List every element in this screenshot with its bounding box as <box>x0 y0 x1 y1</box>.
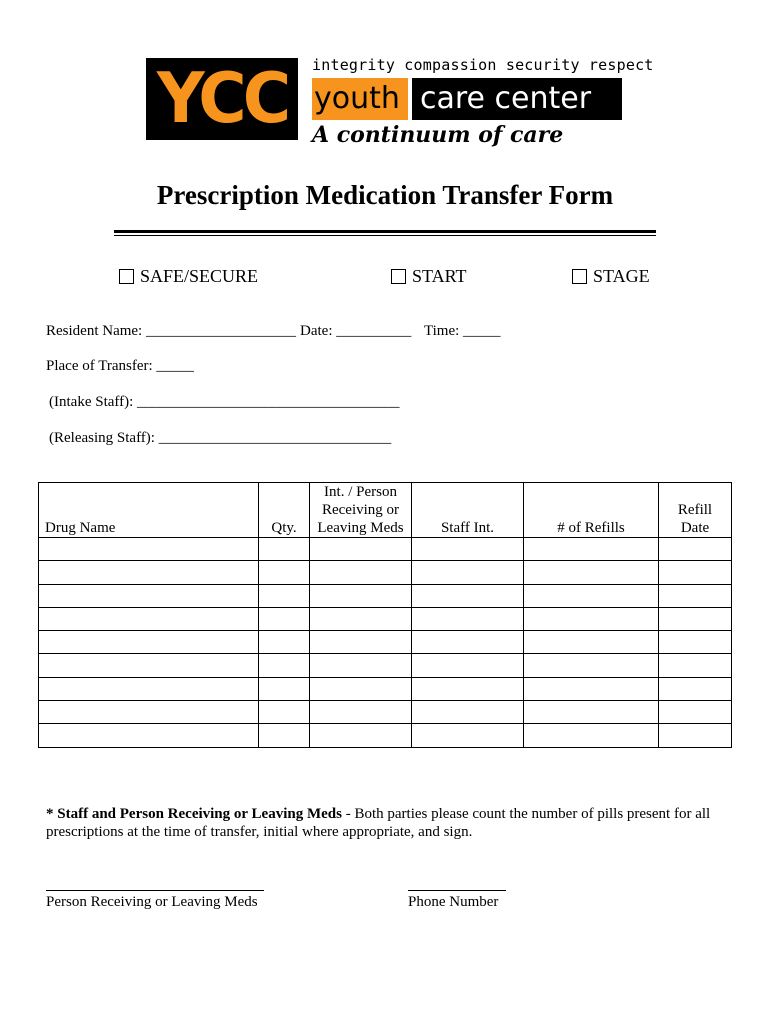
table-cell[interactable] <box>524 584 659 607</box>
resident-name-field[interactable]: Resident Name: ____________________ <box>46 323 296 339</box>
table-cell[interactable] <box>524 561 659 584</box>
table-cell[interactable] <box>412 607 524 630</box>
checkbox-start[interactable] <box>391 266 466 287</box>
table-cell[interactable] <box>310 607 412 630</box>
table-row <box>39 654 732 677</box>
table-row <box>39 584 732 607</box>
table-cell[interactable] <box>659 677 732 700</box>
col-header-refill-date: Refill Date <box>659 483 732 538</box>
table-cell[interactable] <box>412 654 524 677</box>
intake-staff-field[interactable]: (Intake Staff): ___________________________________ <box>49 394 400 410</box>
note-bold: * Staff and Person Receiving or Leaving Meds <box>46 806 342 822</box>
table-cell[interactable] <box>259 538 310 561</box>
table-cell[interactable] <box>39 607 259 630</box>
table-cell[interactable] <box>259 631 310 654</box>
table-cell[interactable] <box>39 631 259 654</box>
table-cell[interactable] <box>39 654 259 677</box>
logo-slogan: A continuum of care <box>312 122 564 148</box>
time-field[interactable]: Time: _____ <box>424 323 501 339</box>
checkbox-label: STAGE <box>593 266 650 286</box>
col-header-staff-int: Staff Int. <box>412 483 524 538</box>
checkbox-box[interactable] <box>391 269 406 284</box>
date-field[interactable]: Date: __________ <box>300 323 412 339</box>
table-cell[interactable] <box>412 677 524 700</box>
table-row <box>39 701 732 724</box>
table-cell[interactable] <box>659 631 732 654</box>
place-of-transfer-field[interactable]: Place of Transfer: _____ <box>46 358 194 374</box>
signature-label-person: Person Receiving or Leaving Meds <box>46 894 258 910</box>
table-cell[interactable] <box>259 584 310 607</box>
table-cell[interactable] <box>259 724 310 747</box>
table-cell[interactable] <box>659 654 732 677</box>
table-cell[interactable] <box>412 538 524 561</box>
table-cell[interactable] <box>310 584 412 607</box>
table-cell[interactable] <box>412 584 524 607</box>
table-cell[interactable] <box>259 677 310 700</box>
table-cell[interactable] <box>524 654 659 677</box>
table-row <box>39 538 732 561</box>
table-cell[interactable] <box>259 561 310 584</box>
table-cell[interactable] <box>310 677 412 700</box>
col-header-drug-name: Drug Name <box>39 483 259 538</box>
table-cell[interactable] <box>659 607 732 630</box>
table-cell[interactable] <box>310 538 412 561</box>
logo-care-center-text: care center <box>420 81 592 116</box>
table-row <box>39 561 732 584</box>
table-cell[interactable] <box>524 607 659 630</box>
table-cell[interactable] <box>659 561 732 584</box>
col-header-qty: Qty. <box>259 483 310 538</box>
table-cell[interactable] <box>310 701 412 724</box>
col-header-refills: # of Refills <box>524 483 659 538</box>
form-title: Prescription Medication Transfer Form <box>156 180 614 210</box>
table-cell[interactable] <box>310 654 412 677</box>
logo-letters: YCC <box>156 58 288 139</box>
table-cell[interactable] <box>259 701 310 724</box>
title-rule-thick <box>114 230 656 233</box>
table-cell[interactable] <box>412 561 524 584</box>
title-rule-thin <box>114 235 656 236</box>
table-cell[interactable] <box>524 701 659 724</box>
checkbox-label: SAFE/SECURE <box>140 266 259 286</box>
table-row <box>39 677 732 700</box>
logo-tagline: integrity compassion security respect <box>312 56 654 74</box>
table-cell[interactable] <box>524 677 659 700</box>
table-cell[interactable] <box>310 724 412 747</box>
checkbox-stage[interactable] <box>572 266 650 287</box>
table-cell[interactable] <box>412 701 524 724</box>
checkbox-box[interactable] <box>119 269 134 284</box>
note-text: - Both parties please count the number of pills present for all prescriptions at the time of transfer, initial where appropriate, and sign. <box>46 806 711 840</box>
table-cell[interactable] <box>39 724 259 747</box>
table-cell[interactable] <box>524 724 659 747</box>
table-cell[interactable] <box>310 561 412 584</box>
table-header-row <box>39 483 732 538</box>
checkbox-safe-secure[interactable] <box>119 266 258 287</box>
medication-table <box>38 482 732 748</box>
table-cell[interactable] <box>524 631 659 654</box>
signature-line-phone[interactable] <box>408 890 506 891</box>
table-row <box>39 724 732 747</box>
instruction-note <box>46 805 736 841</box>
table-cell[interactable] <box>310 631 412 654</box>
signature-line-person[interactable] <box>46 890 264 891</box>
table-row <box>39 607 732 630</box>
logo-youth-text: youth <box>314 81 400 116</box>
ycc-logo <box>146 58 298 140</box>
col-header-int-person: Int. / Person Receiving or Leaving Meds <box>310 483 412 538</box>
table-cell[interactable] <box>39 677 259 700</box>
checkbox-label: START <box>412 266 467 286</box>
table-cell[interactable] <box>659 701 732 724</box>
table-cell[interactable] <box>259 607 310 630</box>
table-cell[interactable] <box>39 701 259 724</box>
signature-label-phone: Phone Number <box>408 894 499 910</box>
table-cell[interactable] <box>412 631 524 654</box>
table-cell[interactable] <box>659 724 732 747</box>
table-cell[interactable] <box>39 538 259 561</box>
table-cell[interactable] <box>39 584 259 607</box>
table-cell[interactable] <box>412 724 524 747</box>
table-cell[interactable] <box>259 654 310 677</box>
table-cell[interactable] <box>659 584 732 607</box>
checkbox-box[interactable] <box>572 269 587 284</box>
table-cell[interactable] <box>659 538 732 561</box>
table-row <box>39 631 732 654</box>
table-cell[interactable] <box>39 561 259 584</box>
releasing-staff-field[interactable]: (Releasing Staff): _______________________________ <box>49 430 392 446</box>
table-cell[interactable] <box>524 538 659 561</box>
